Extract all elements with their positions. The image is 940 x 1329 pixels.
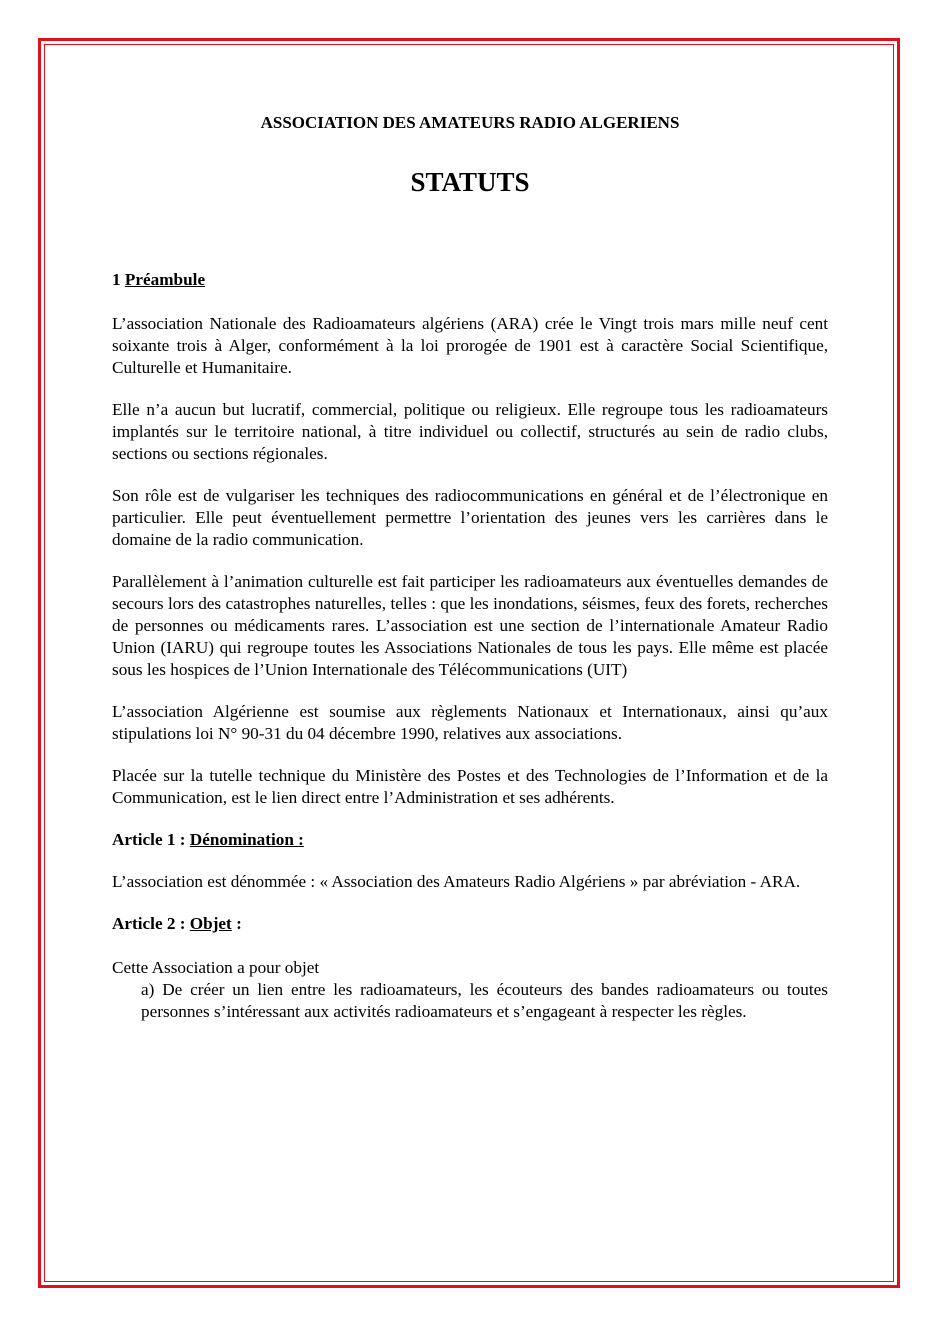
preambule-paragraph: Parallèlement à l’animation culturelle est fait participer les radioamateurs aux éventuelles demandes de secours lors des catastrophes naturelles, telles : que les inondations, séismes, feux des forets, recherches de personnes ou médicaments rares. L’association est une section de l’internationale Amateur Radio Union (IARU) qui regroupe toutes les Associations Nationales de tous les pays. Elle même est placée sous les hospices de l’Union Internationale des Télécommunications (UIT) (112, 572, 828, 679)
preambule-paragraph: Son rôle est de vulgariser les techniques des radiocommunications en général et de l’électronique en particulier. Elle peut éventuellement permettre l’orientation des jeunes vers les carrières dans le domaine de la radio communication. (112, 486, 828, 549)
preambule-paragraph: L’association Algérienne est soumise aux règlements Nationaux et Internationaux, ainsi qu’aux stipulations loi N° 90-31 du 04 décembre 1990, relatives aux associations. (112, 702, 828, 743)
article-2-prefix: Article 2 : (112, 914, 190, 933)
preambule-paragraph: L’association Nationale des Radioamateurs algériens (ARA) crée le Vingt trois mars mille neuf cent soixante trois à Alger, conformément à la loi prorogée de 1901 est à caractère Social Scientifique, Culturelle et Humanitaire. (112, 314, 828, 377)
article-1-suffix: : (298, 830, 304, 849)
article-2-heading (112, 913, 828, 935)
document-body (112, 112, 828, 1023)
article-1-heading (112, 829, 828, 851)
document-title: STATUTS (410, 167, 530, 197)
preambule-number: 1 (112, 270, 121, 289)
preambule-heading-text: Préambule (124, 270, 206, 289)
article-2-item-a: a) De créer un lien entre les radioamateurs, les écouteurs des bandes radioamateurs ou toutes personnes s’intéressant aux activités radioamateurs et s’engageant à respecter les règles. (141, 980, 828, 1021)
article-1-prefix: Article 1 : (112, 830, 190, 849)
article-1-title: Dénomination (189, 830, 299, 849)
article-2-suffix: : (231, 914, 242, 933)
preambule-paragraph: Placée sur la tutelle technique du Ministère des Postes et des Technologies de l’Information et de la Communication, est le lien direct entre l’Administration et ses adhérents. (112, 766, 828, 807)
article-1-text: L’association est dénommée : « Association des Amateurs Radio Algériens » par abréviation - ARA. (112, 872, 801, 891)
article-2-intro: Cette Association a pour objet (112, 958, 320, 977)
preambule-paragraph: Elle n’a aucun but lucratif, commercial, politique ou religieux. Elle regroupe tous les radioamateurs implantés sur le territoire national, à titre individuel ou collectif, structurés au sein de radio clubs, sections ou sections régionales. (112, 400, 828, 463)
article-2-title: Objet (189, 914, 232, 933)
preambule-heading (112, 269, 828, 291)
organization-title: ASSOCIATION DES AMATEURS RADIO ALGERIENS (260, 113, 680, 132)
